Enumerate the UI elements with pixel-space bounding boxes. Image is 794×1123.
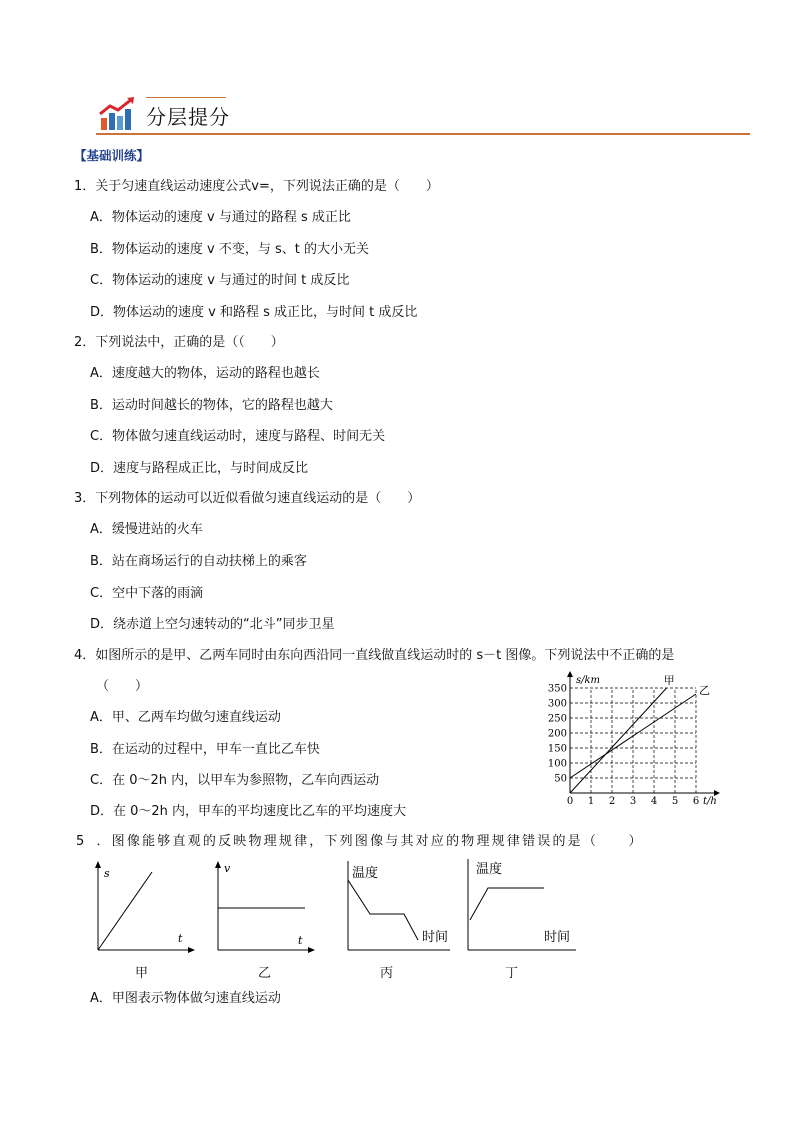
y-tick-200: 200 [547,728,567,740]
q4-option-c: C．在 0～2h 内，以甲车为参照物，乙车向西运动 [90,773,380,788]
x-tick-2: 2 [608,796,616,807]
header-top-rule [146,97,226,98]
st-chart [530,668,730,810]
y-axis-label: s/km [576,675,601,686]
q2-option-b: B．运动时间越长的物体，它的路程也越大 [90,398,333,413]
y-axis-arrow [567,671,573,677]
header-logo [98,96,138,132]
mini-graph-yi [210,858,320,958]
x-label: t [298,934,303,947]
q4-option-a: A．甲、乙两车均做匀速直线运动 [90,710,281,725]
q3-option-b: B．站在商场运行的自动扶梯上的乘客 [90,554,307,569]
q2-option-a: A．速度越大的物体，运动的路程也越长 [90,366,320,381]
mini-graph-jia [90,858,200,958]
q1-option-a: A．物体运动的速度 v 与通过的路程 s 成正比 [90,210,351,225]
y-tick-150: 150 [547,743,567,755]
x-tick-1: 1 [587,796,595,807]
mini-graph-caption-bing: 丙 [380,966,394,981]
x-label: 时间 [422,930,449,945]
x-tick-5: 5 [671,796,679,807]
x-tick-0: 0 [566,796,574,807]
section-label: 【基础训练】 [74,148,150,163]
series-line-1 [570,688,667,793]
rising-chart-logo-icon [98,96,138,132]
y-tick-250: 250 [547,713,567,725]
mini-graph-caption-jia: 甲 [135,966,149,981]
mini-graph-ding [460,856,580,956]
q3-option-c: C．空中下落的雨滴 [90,586,204,601]
y-tick-300: 300 [547,698,567,710]
q4-option-b: B．在运动的过程中，甲车一直比乙车快 [90,742,320,757]
x-tick-3: 3 [629,796,637,807]
y-axis-arrow [95,861,101,868]
y-label: v [224,862,231,875]
y-label: 温度 [476,862,503,877]
chart-grid [570,688,696,793]
y-axis-arrow [215,861,221,868]
q2-option-c: C．物体做匀速直线运动时，速度与路程、时间无关 [90,429,386,444]
q2-option-d: D．速度与路程成正比，与时间成反比 [90,461,309,476]
series-label-2: 乙 [699,684,710,697]
x-axis-arrow [308,947,315,953]
question-4: 4．如图所示的是甲、乙两车同时由东向西沿同一直线做直线运动时的 s－t 图像。下列说法中不正确的是 [74,648,675,663]
x-axis-label: t/h [703,796,717,807]
y-tick-100: 100 [547,758,567,770]
q3-option-d: D．绕赤道上空匀速转动的“北斗”同步卫星 [90,617,335,632]
chart-axes [567,671,720,796]
question-2: 2．下列说法中，正确的是（（ ） [74,335,284,350]
question-3: 3．下列物体的运动可以近似看做匀速直线运动的是（ ） [74,491,421,506]
x-tick-6: 6 [692,796,700,807]
x-label: 时间 [544,930,571,945]
y-tick-350: 350 [547,683,567,695]
y-tick-50: 50 [554,773,567,785]
x-tick-4: 4 [650,796,658,807]
q3-option-a: A．缓慢进站的火车 [90,522,203,537]
mini-graph-bing [340,858,455,958]
mini-graph-caption-ding: 丁 [505,966,519,981]
y-tick-labels [548,684,567,785]
y-label: s [104,867,110,880]
mini-graph-caption-yi: 乙 [258,966,272,981]
graph-line [348,880,418,940]
graph-line [98,872,152,950]
x-tick-labels [567,796,699,807]
x-label: t [178,932,183,945]
question-1: 1．关于匀速直线运动速度公式v=，下列说法正确的是（ ） [74,179,439,194]
q1-option-c: C．物体运动的速度 v 与通过的时间 t 成反比 [90,273,350,288]
q1-option-d: D．物体运动的速度 v 和路程 s 成正比，与时间 t 成反比 [90,305,418,320]
x-axis-arrow [188,947,195,953]
q1-option-b: B．物体运动的速度 v 不变，与 s、t 的大小无关 [90,242,370,257]
question-4-bracket: （ ） [96,679,149,694]
question-5: 5 ．图像能够直观的反映物理规律，下列图像与其对应的物理规律错误的是（ ） [76,834,644,849]
page-title: 分层提分 [146,105,230,129]
y-label: 温度 [352,866,379,881]
q4-option-d: D．在 0～2h 内，甲车的平均速度比乙车的平均速度大 [90,804,407,819]
header-divider [96,133,750,135]
q5-option-a: A．甲图表示物体做匀速直线运动 [90,991,281,1006]
graph-line [470,888,544,920]
series-label-1: 甲 [663,674,675,687]
